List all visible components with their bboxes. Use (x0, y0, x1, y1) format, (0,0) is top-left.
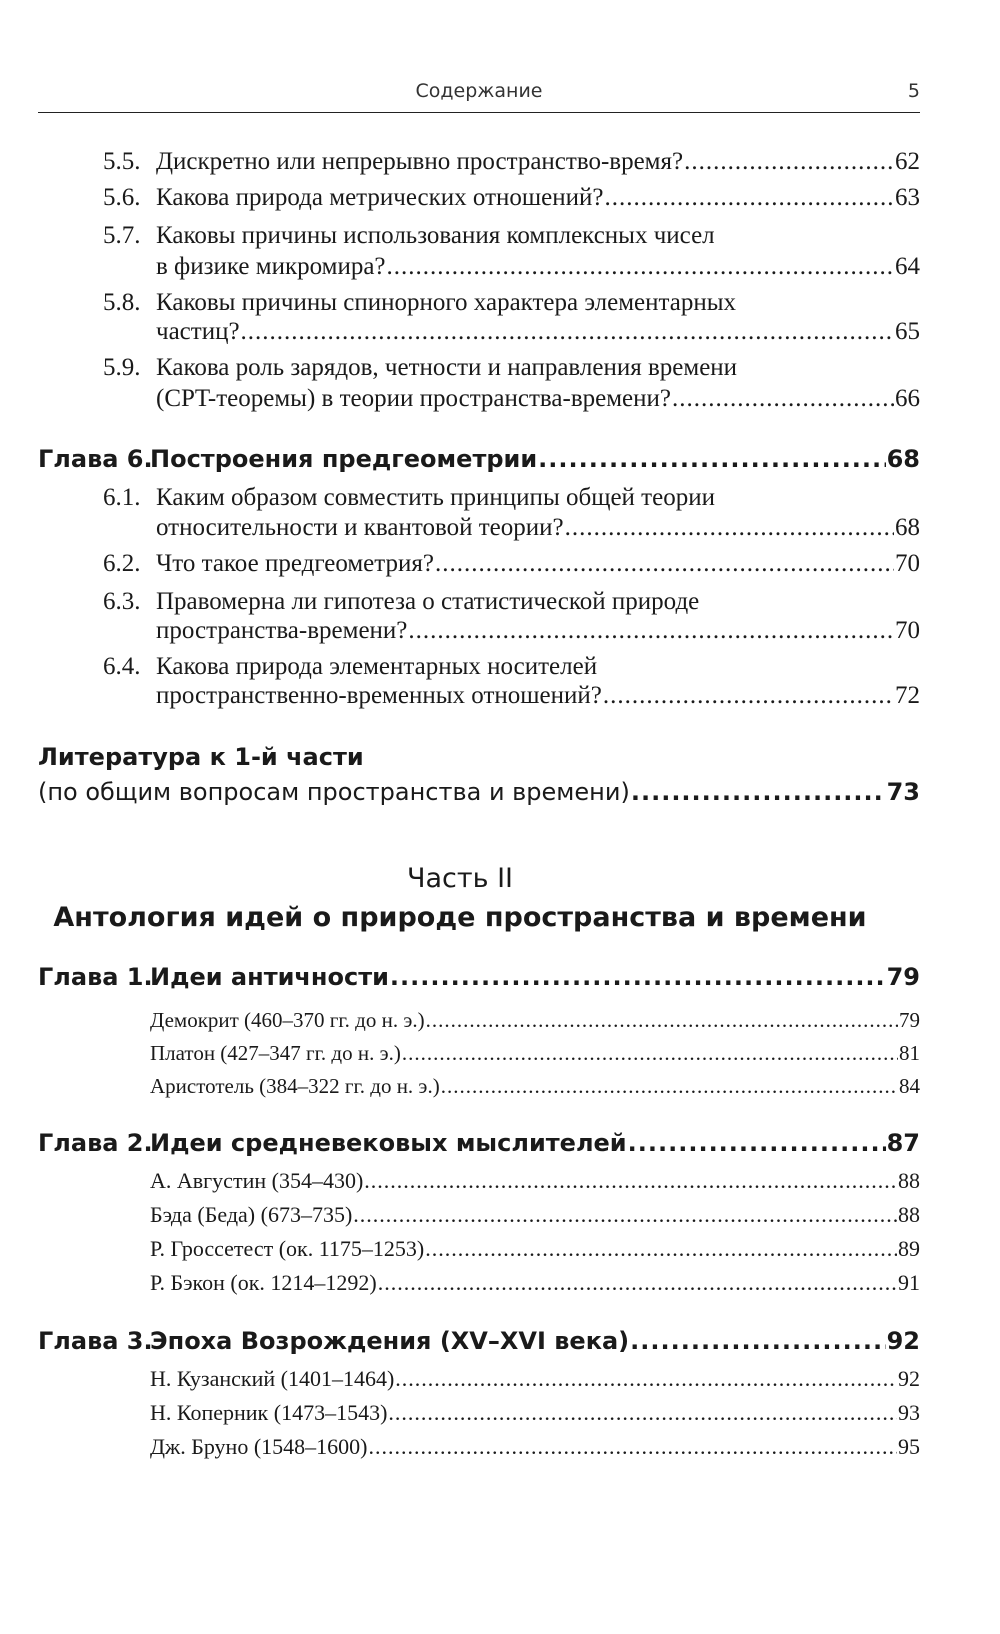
entry-title: Н. Коперник (1473–1543) (150, 1400, 388, 1425)
section-number: 6.3. (103, 588, 141, 615)
chapter-title: Построения предгеометрии (150, 445, 538, 473)
section-number: 5.9. (103, 354, 141, 381)
toc-subentry (150, 1041, 920, 1066)
section-number: 5.6. (103, 184, 141, 211)
toc-entry-number (103, 354, 920, 382)
entry-page: 93 (898, 1400, 920, 1425)
toc-subentry (150, 1202, 920, 1228)
part-label: Часть II (406, 863, 514, 894)
toc-entry-continuation (156, 514, 920, 542)
leader-dots (605, 184, 895, 209)
leader-dots (628, 1129, 886, 1153)
chapter-label: Глава 1. (38, 963, 153, 991)
chapter-page: 68 (886, 445, 920, 473)
leader-dots (441, 1074, 898, 1095)
section-title-line2: пространства-времени? (156, 617, 408, 644)
section-title-line1: Какова роль зарядов, четности и направления времени (156, 354, 738, 381)
entry-title: Р. Бэкон (ок. 1214–1292) (150, 1270, 377, 1295)
section-page: 62 (895, 148, 920, 175)
entry-page: 88 (898, 1168, 920, 1193)
section-number: 5.8. (103, 289, 141, 316)
toc-entry (103, 148, 920, 176)
entry-page: 84 (899, 1074, 920, 1098)
entry-title: Платон (427–347 гг. до н. э.) (150, 1041, 401, 1065)
section-number: 6.1. (103, 484, 141, 511)
chapter-label: Глава 2. (38, 1129, 153, 1157)
chapter-heading (38, 1129, 920, 1157)
leader-dots (378, 1270, 897, 1292)
toc-subentry (150, 1434, 920, 1460)
section-title-line1: Какова природа элементарных носителей (156, 653, 598, 680)
entry-title: Н. Кузанский (1401–1464) (150, 1366, 395, 1391)
section-title-line1: Каковы причины спинорного характера элементарных (156, 289, 736, 316)
leader-dots (388, 1400, 897, 1422)
section-number: 5.5. (103, 148, 141, 175)
section-title: Что такое предгеометрия? (156, 550, 434, 577)
entry-page: 91 (898, 1270, 920, 1295)
entry-page: 81 (899, 1041, 920, 1065)
part-title: Антология идей о природе пространства и времени (53, 902, 867, 933)
toc-entry (103, 184, 920, 212)
entry-page: 89 (898, 1236, 920, 1261)
leader-dots (631, 778, 886, 802)
chapter-page: 87 (886, 1129, 920, 1157)
leader-dots (603, 682, 894, 707)
leader-dots (672, 385, 894, 410)
toc-subentry (150, 1400, 920, 1426)
header-page-number: 5 (907, 80, 920, 102)
toc-entry-continuation (156, 617, 920, 645)
toc-entry-number (103, 289, 920, 317)
toc-entry-number (103, 484, 920, 512)
section-title-line1: Каким образом совместить принципы общей теории (156, 484, 715, 511)
section-title-line2: относительности и квантовой теории? (156, 514, 564, 541)
chapter-heading (38, 1327, 920, 1355)
section-title-line1: Правомерна ли гипотеза о статистической природе (156, 588, 700, 615)
literature-entry (38, 778, 920, 806)
leader-dots (402, 1041, 898, 1062)
entry-title: А. Августин (354–430) (150, 1168, 364, 1193)
chapter-page: 79 (886, 963, 920, 991)
chapter-title: Эпоха Возрождения (XV–XVI века) (150, 1327, 630, 1355)
leader-dots (241, 318, 894, 343)
section-page: 64 (895, 253, 920, 280)
chapter-page: 92 (886, 1327, 920, 1355)
toc-entry-number (103, 222, 920, 250)
chapter-heading (38, 963, 920, 991)
toc-entry-number (103, 588, 920, 616)
leader-dots (630, 1327, 885, 1351)
leader-dots (435, 550, 894, 575)
leader-dots (390, 963, 886, 987)
section-page: 63 (895, 184, 920, 211)
chapter-label: Глава 6. (38, 445, 153, 473)
literature-subtitle: (по общим вопросам пространства и времени) (38, 778, 630, 806)
section-page: 65 (895, 318, 920, 345)
section-page: 70 (895, 617, 920, 644)
literature-heading: Литература к 1-й части (38, 743, 364, 771)
toc-subentry (150, 1270, 920, 1296)
leader-dots (368, 1434, 897, 1456)
entry-page: 92 (898, 1366, 920, 1391)
entry-title: Демокрит (460–370 гг. до н. э.) (150, 1008, 425, 1032)
leader-dots (387, 253, 894, 278)
section-number: 6.2. (103, 550, 141, 577)
leader-dots (364, 1168, 897, 1190)
toc-entry (103, 550, 920, 578)
section-page: 68 (895, 514, 920, 541)
section-number: 6.4. (103, 653, 141, 680)
section-title-line2: (CPT-теоремы) в теории пространства-времени? (156, 385, 671, 412)
toc-subentry (150, 1008, 920, 1033)
chapter-heading (38, 445, 920, 473)
literature-page: 73 (886, 778, 920, 806)
leader-dots (425, 1236, 897, 1258)
chapter-title: Идеи средневековых мыслителей (150, 1129, 627, 1157)
leader-dots (408, 617, 894, 642)
section-title-line2: частиц? (156, 318, 240, 345)
leader-dots (684, 148, 894, 173)
leader-dots (538, 445, 885, 469)
toc-entry-continuation (156, 385, 920, 413)
running-header (38, 78, 920, 113)
toc-entry-continuation (156, 253, 920, 281)
leader-dots (395, 1366, 897, 1388)
chapter-title: Идеи античности (150, 963, 389, 991)
section-title-line2: пространственно-временных отношений? (156, 682, 602, 709)
section-title-line2: в физике микромира? (156, 253, 386, 280)
toc-subentry (150, 1168, 920, 1194)
entry-title: Дж. Бруно (1548–1600) (150, 1434, 368, 1459)
chapter-label: Глава 3. (38, 1327, 153, 1355)
section-title: Какова природа метрических отношений? (156, 184, 604, 211)
section-number: 5.7. (103, 222, 141, 249)
leader-dots (353, 1202, 897, 1224)
section-title: Дискретно или непрерывно пространство-время? (156, 148, 684, 175)
entry-page: 79 (899, 1008, 920, 1032)
section-title-line1: Каковы причины использования комплексных чисел (156, 222, 715, 249)
section-page: 70 (895, 550, 920, 577)
toc-subentry (150, 1074, 920, 1099)
entry-title: Р. Гроссетест (ок. 1175–1253) (150, 1236, 425, 1261)
toc-entry-number (103, 653, 920, 681)
entry-page: 95 (898, 1434, 920, 1459)
entry-title: Бэда (Беда) (673–735) (150, 1202, 353, 1227)
entry-title: Аристотель (384–322 гг. до н. э.) (150, 1074, 440, 1098)
header-title: Содержание (415, 80, 543, 102)
leader-dots (565, 514, 894, 539)
toc-entry-continuation (156, 682, 920, 710)
toc-subentry (150, 1366, 920, 1392)
entry-page: 88 (898, 1202, 920, 1227)
toc-entry-continuation (156, 318, 920, 346)
toc-subentry (150, 1236, 920, 1262)
section-page: 72 (895, 682, 920, 709)
section-page: 66 (895, 385, 920, 412)
leader-dots (426, 1008, 898, 1029)
